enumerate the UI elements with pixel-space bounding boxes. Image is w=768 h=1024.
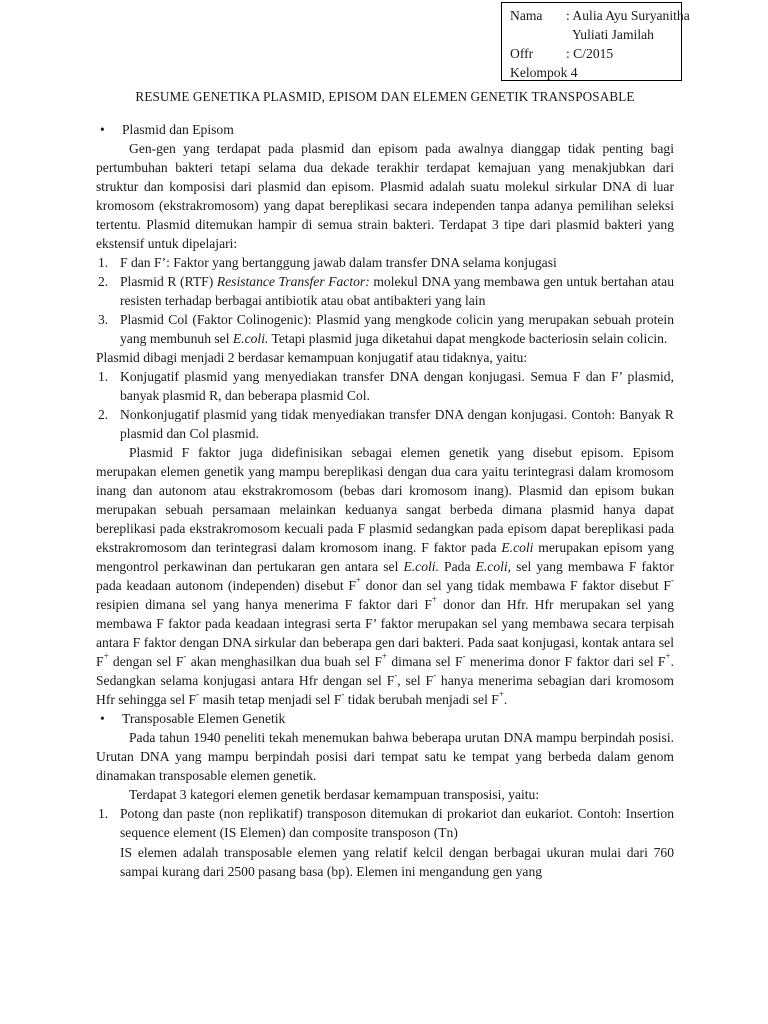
paragraph-transposable-intro: Pada tahun 1940 peneliti tekah menemukan bahwa beberapa urutan DNA mampu berpindah posisi. Urutan DNA yang mampu berpindah posisi dari tempat satu ke tempat yang berbeda dalam genom dinamakan transposable elemen genetik. bbox=[96, 730, 674, 783]
list-item-nonconjugative: 2. Nonkonjugatif plasmid yang tidak menyediakan transfer DNA dengan konjugasi. Contoh: Banyak R plasmid dan Col plasmid. bbox=[98, 407, 674, 441]
offr-row bbox=[510, 44, 681, 63]
list-item-plasmid-type-1: 1. F dan F’: Faktor yang bertanggung jawab dalam transfer DNA selama konjugasi bbox=[98, 255, 557, 270]
name-value: : Aulia Ayu Suryanitha bbox=[566, 8, 690, 23]
document-title: RESUME GENETIKA PLASMID, EPISOM DAN ELEMEN GENETIK TRANSPOSABLE bbox=[135, 89, 635, 104]
bullet-icon: • bbox=[100, 711, 105, 726]
section-heading-plasmid: • Plasmid dan Episom bbox=[100, 122, 234, 137]
name-row bbox=[510, 6, 690, 25]
paragraph-plasmid-intro: Gen-gen yang terdapat pada plasmid dan episom pada awalnya dianggap tidak penting bagi pertumbuhan bakteri tetapi selama dua dekade terakhir terdapat kemajuan yang menakjubkan dari struktur dan komposisi dari plasmid dan episom. Plasmid adalah suatu molekul sirkular DNA di luar kromosom (ekstrakromosom) yang dapat bereplikasi secara independen tanpa adanya pemilihan seleksi tertentu. Plasmid ditemukan hampir di semua strain bakteri. Terdapat 3 tipe dari plasmid bakteri yang ekstensif untuk dipelajari: bbox=[96, 141, 674, 251]
paragraph-episom: Plasmid F faktor juga didefinisikan sebagai elemen genetik yang disebut episom. Episom merupakan elemen genetik yang mampu bereplikasi dengan dua cara yaitu terintegrasi dalam kromosom inang dan autonom atau ekstrakromosom (bebas dari kromosom inang). Plasmid dan episom bukan merupakan sebuah persamaan melainkan keduanya sangat berbeda dimana plasmid hanya dapat bereplikasi pada ekstrakromosom kecuali pada F plasmid sedangkan pada episom dapat bereplikasi pada ekstrakromosom dan terintegrasi dalam kromosom inang. F faktor pada E.coli merupakan episom yang mengontrol perkawinan dan pertukaran gen antara sel E.coli. Pada E.coli, sel yang membawa F faktor pada keadaan autonom (independen) disebut F+ donor dan sel yang tidak membawa F faktor disebut F- resipien dimana sel yang hanya menerima F faktor dari F+ donor dan Hfr. Hfr merupakan sel yang membawa F faktor pada keadaan integrasi serta F’ faktor merupakan sel yang membawa secara terpisah antara F faktor dengan DNA sirkular dan beberapa gen dari bakteri. Pada saat konjugasi, kontak antara sel F+ dengan sel F- akan menghasilkan dua buah sel F+ dimana sel F- menerima donor F faktor dari sel F+. Sedangkan selama konjugasi antara Hfr dengan sel F-, sel F- hanya menerima sebagian dari kromosom Hfr sehingga sel F- masih tetap menjadi sel F- tidak berubah menjadi sel F+. bbox=[96, 445, 675, 707]
offr-value: : C/2015 bbox=[566, 46, 614, 61]
paragraph-transposition-categories: Terdapat 3 kategori elemen genetik berdasar kemampuan transposisi, yaitu: bbox=[129, 787, 540, 802]
list-item-plasmid-type-3: 3. Plasmid Col (Faktor Colinogenic): Plasmid yang mengkode colicin yang merupakan sebuah protein yang membunuh sel E.coli. Tetapi plasmid juga diketahui dapat mengkode bacteriosin selain colicin. bbox=[98, 312, 674, 346]
group-row: Kelompok 4 bbox=[510, 65, 578, 80]
offr-label: Offr bbox=[510, 46, 534, 61]
name-value-2: Yuliati Jamilah bbox=[572, 27, 654, 42]
paragraph-plasmid-division: Plasmid dibagi menjadi 2 berdasar kemampuan konjugatif atau tidaknya, yaitu: bbox=[96, 350, 528, 365]
document-body bbox=[96, 120, 674, 881]
name-label: Nama bbox=[510, 8, 543, 23]
name-row-2 bbox=[510, 25, 681, 44]
bullet-icon: • bbox=[100, 122, 105, 137]
list-item-is-element-description: IS elemen adalah transposable elemen yang relatif kelcil dengan berbagai ukuran mulai dari 760 sampai kurang dari 2500 pasang basa (bp). Elemen ini mengandung gen yang bbox=[120, 845, 674, 879]
list-item-cut-paste: 1. Potong dan paste (non replikatif) transposon ditemukan di prokariot dan eukariot. Contoh: Insertion sequence element (IS Elemen) dan composite transposon (Tn) bbox=[98, 806, 674, 840]
section-heading-transposable: • Transposable Elemen Genetik bbox=[100, 711, 286, 726]
list-item-conjugative: 1. Konjugatif plasmid yang menyediakan transfer DNA dengan konjugasi. Semua F dan F’ plasmid, banyak plasmid R, dan beberapa plasmid Col. bbox=[98, 369, 674, 403]
student-info-box bbox=[501, 2, 690, 81]
list-item-plasmid-type-2: 2. Plasmid R (RTF) Resistance Transfer Factor: molekul DNA yang membawa gen untuk bertahan atau resisten terhadap berbagai antibiotik atau obat antibakteri yang lain bbox=[98, 274, 674, 308]
